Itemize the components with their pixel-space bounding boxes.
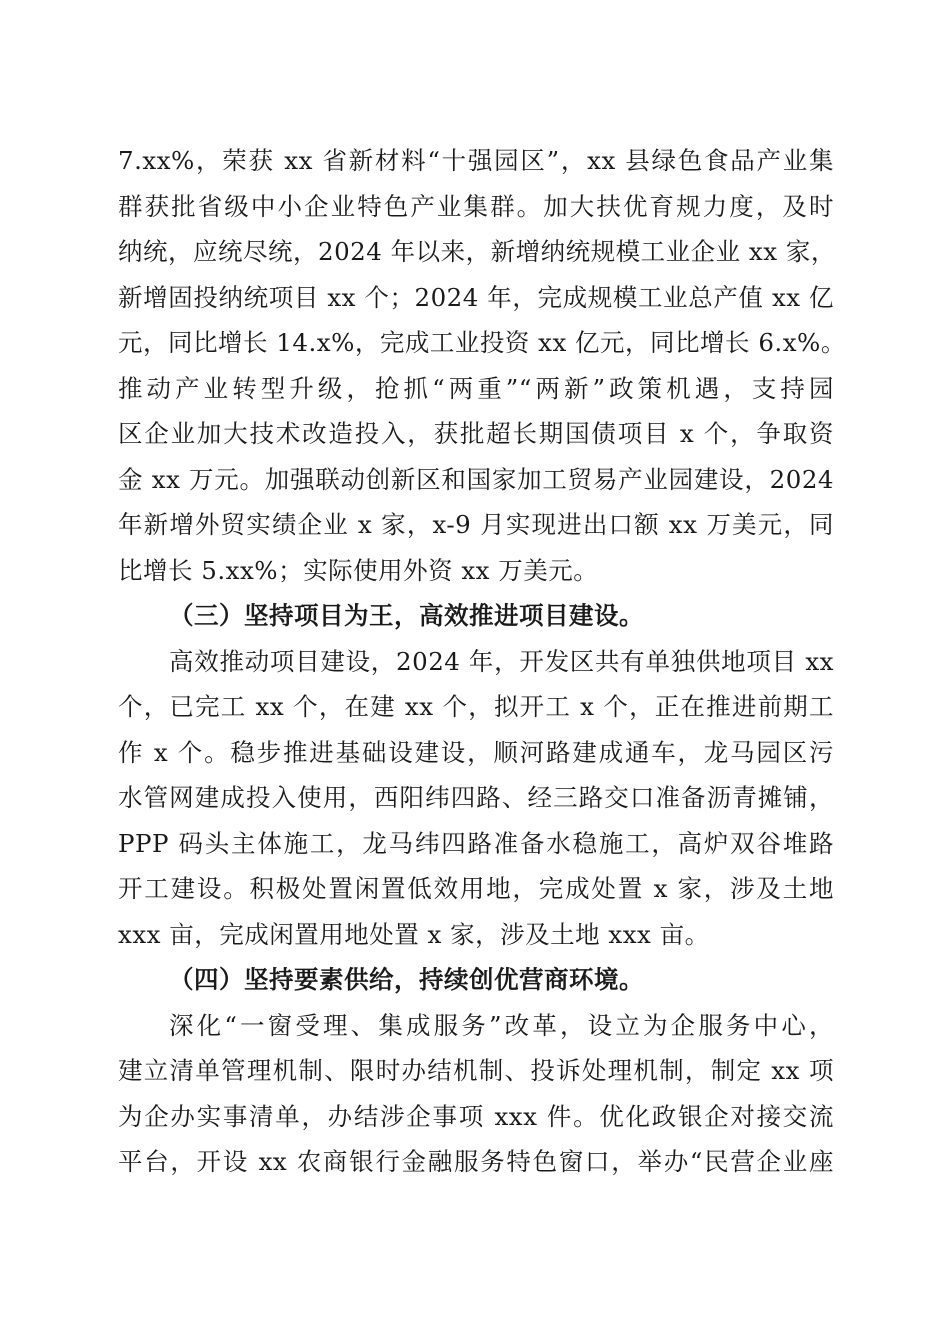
paragraph-line: PPP 码头主体施工，龙马纬四路准备水稳施工，高炉双谷堆路 [118,828,834,858]
paragraph-line: 新增固投纳统项目 xx 个；2024 年，完成规模工业总产值 xx 亿 [118,282,834,312]
section-heading-3: （三）坚持项目为王，高效推进项目建设。 [169,601,644,630]
paragraph-line: 为企办实事清单，办结涉企事项 xxx 件。优化政银企对接交流 [118,1101,834,1131]
paragraph-line: 平台，开设 xx 农商银行金融服务特色窗口，举办“民营企业座 [118,1147,834,1176]
paragraph-line: 建立清单管理机制、限时办结机制、投诉处理机制，制定 xx 项 [118,1056,834,1085]
paragraph-line: 水管网建成投入使用，西阳纬四路、经三路交口准备沥青摊铺， [118,783,834,812]
paragraph-line: 区企业加大技术改造投入，获批超长期国债项目 x 个，争取资 [118,419,834,448]
paragraph-line: xxx 亩，完成闲置用地处置 x 家，涉及土地 xxx 亩。 [118,919,710,949]
paragraph-line: 7.xx%，荣获 xx 省新材料“十强园区”，xx 县绿色食品产业集 [118,146,834,175]
paragraph-line: 纳统，应统尽统，2024 年以来，新增纳统规模工业企业 xx 家， [118,237,836,266]
paragraph-line: 高效推动项目建设，2024 年，开发区共有单独供地项目 xx [169,646,834,676]
paragraph-line: 元，同比增长 14.x%，完成工业投资 xx 亿元，同比增长 6.x%。 [118,328,846,357]
paragraph-line: 年新增外贸实绩企业 x 家，x-9 月实现进出口额 xx 万美元，同 [118,510,834,539]
paragraph-line: 开工建设。积极处置闲置低效用地，完成处置 x 家，涉及土地 [118,874,834,903]
paragraph-line: 推动产业转型升级，抢抓“两重”“两新”政策机遇，支持园 [118,373,834,403]
paragraph-line: 深化“一窗受理、集成服务”改革，设立为企服务中心， [169,1010,834,1040]
document-body [118,138,846,1185]
paragraph-line: 比增长 5.xx%；实际使用外资 xx 万美元。 [118,555,599,585]
paragraph-line: 群获批省级中小企业特色产业集群。加大扶优育规力度，及时 [118,191,834,221]
paragraph-line: 个，已完工 xx 个，在建 xx 个，拟开工 x 个，正在推进前期工 [118,692,834,721]
paragraph-line: 金 xx 万元。加强联动创新区和国家加工贸易产业园建设，2024 [118,464,834,494]
paragraph-line: 作 x 个。稳步推进基础设建设，顺河路建成通车，龙马园区污 [118,737,834,767]
section-heading-4: （四）坚持要素供给，持续创优营商环境。 [169,965,644,994]
